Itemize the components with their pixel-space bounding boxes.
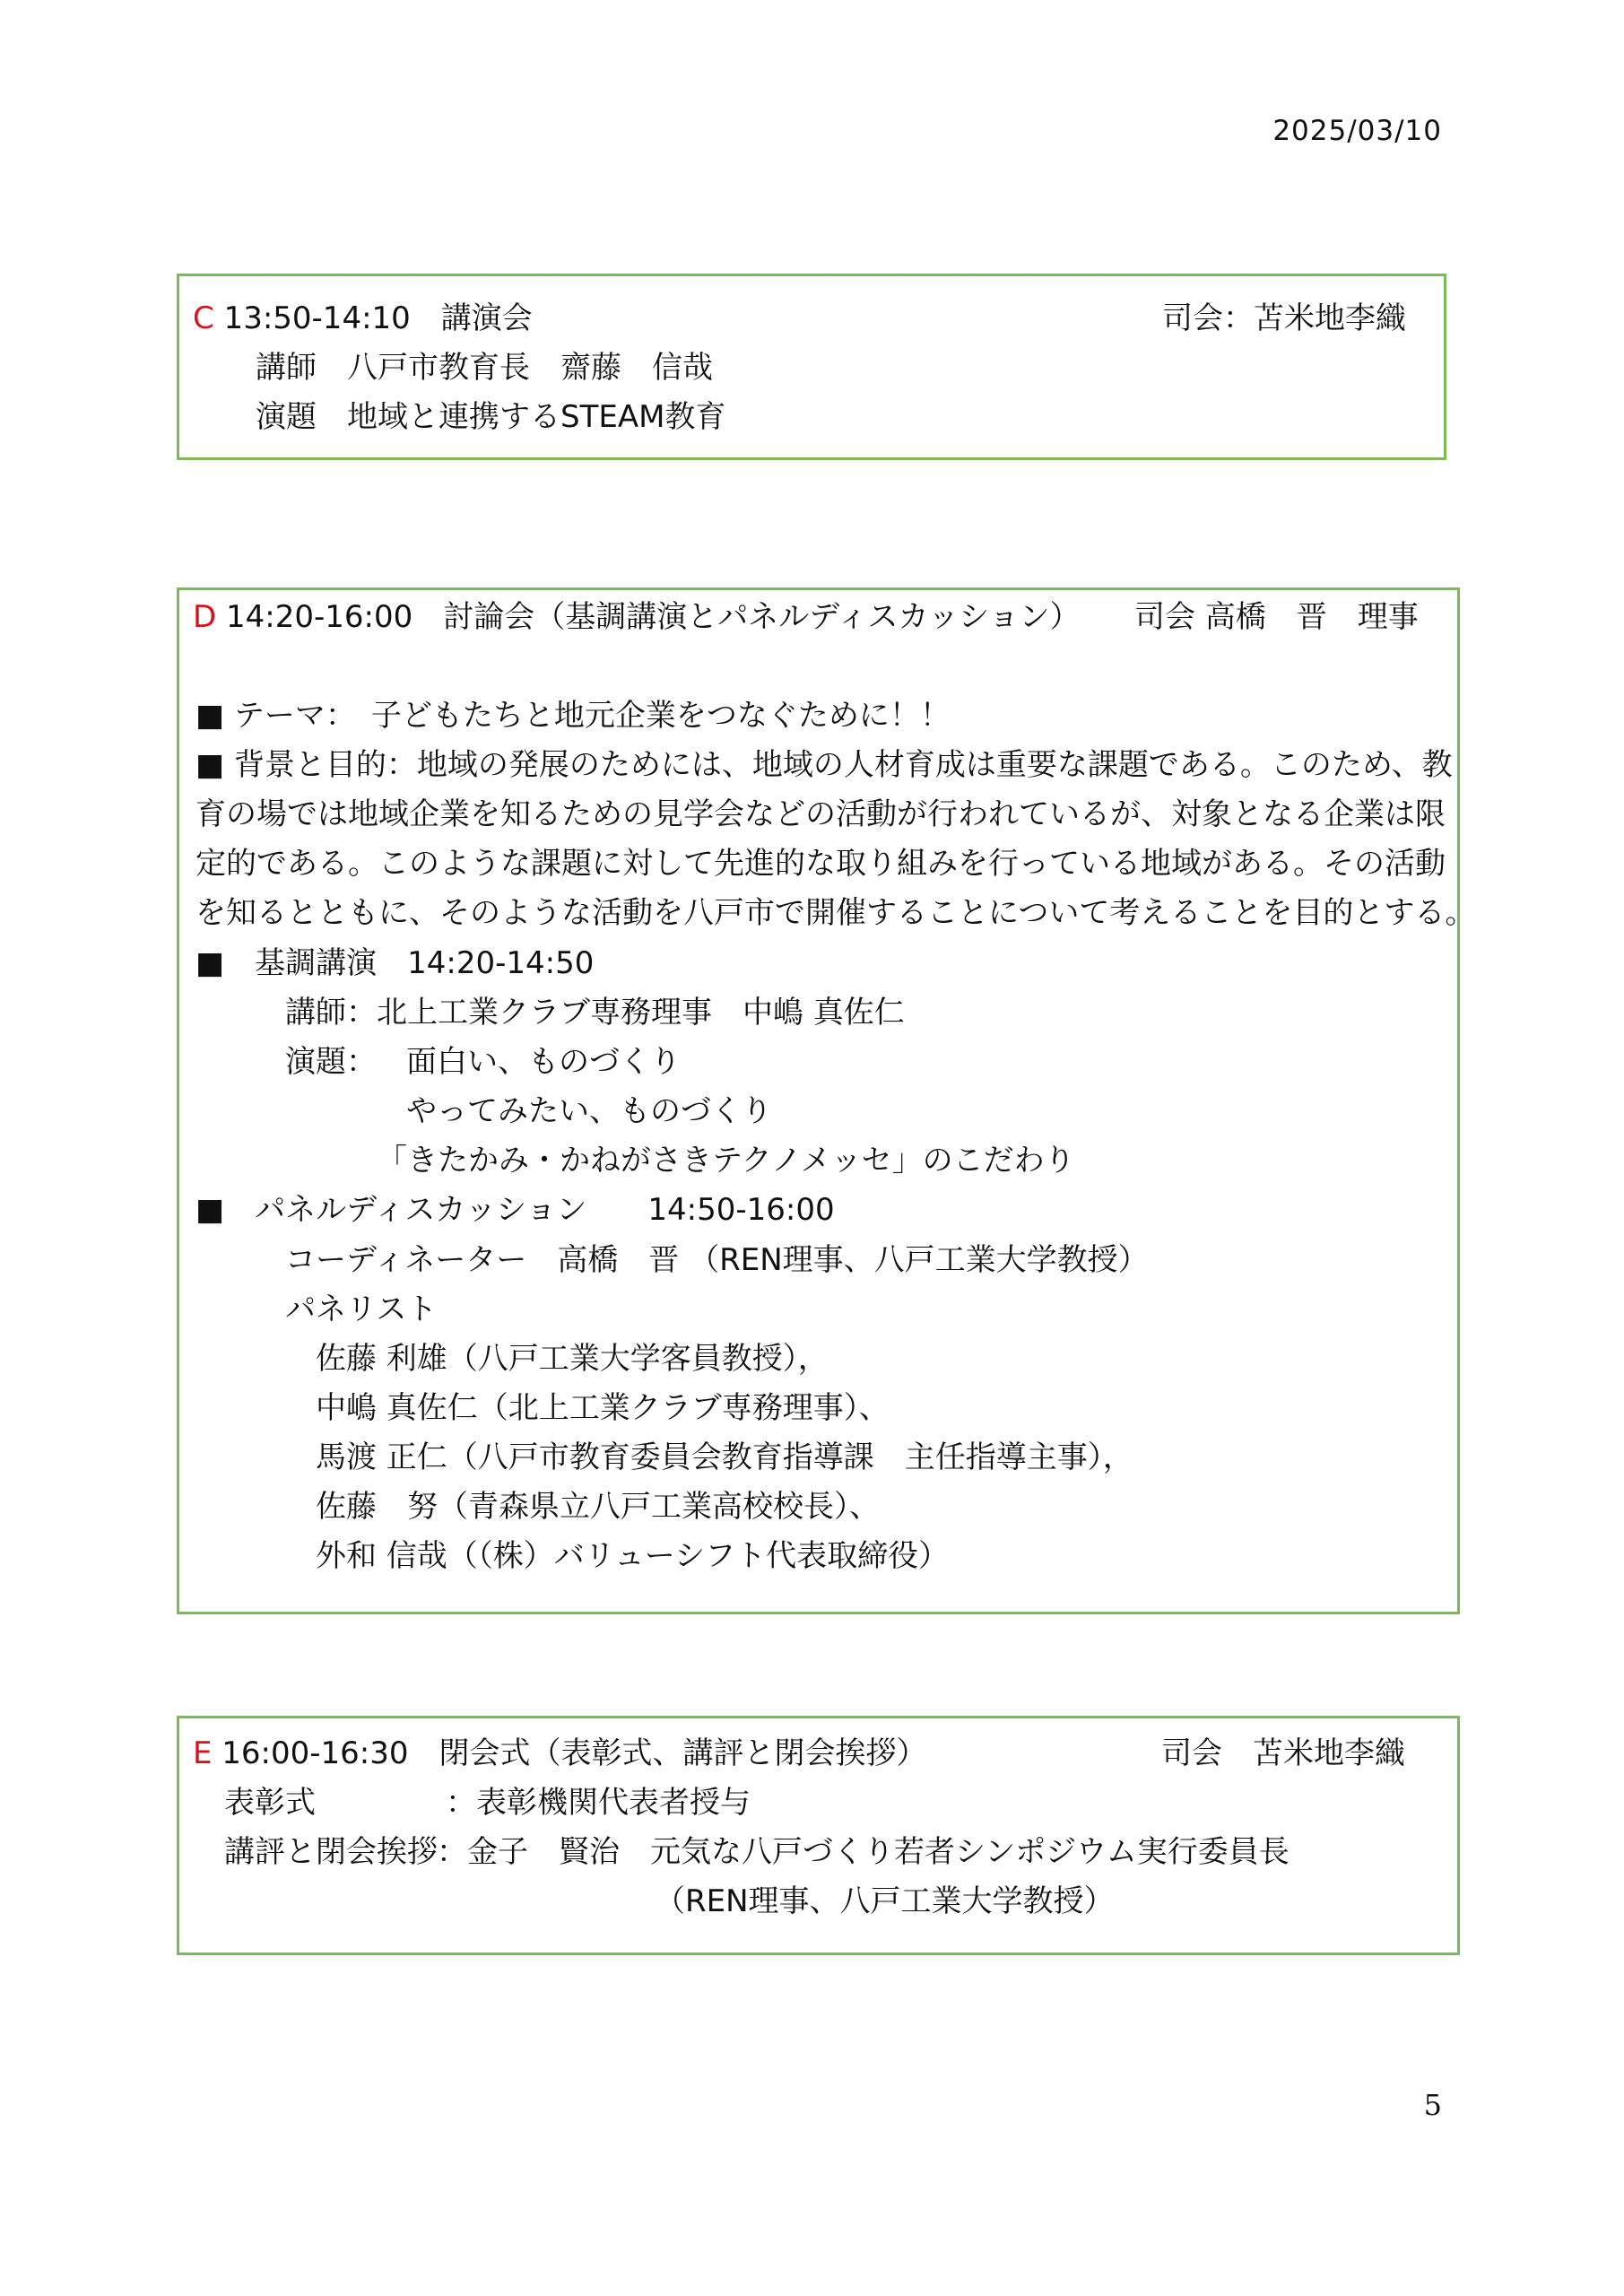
- closing-affiliation: （REN理事、八戸工業大学教授）: [655, 1883, 1115, 1919]
- section-e-letter: E: [193, 1735, 213, 1771]
- closing-label: 講評と閉会挨拶: [224, 1834, 438, 1870]
- section-d-letter: D: [193, 599, 217, 635]
- keynote-title-label: 演題：: [285, 1044, 377, 1080]
- award-label: 表彰式: [224, 1785, 316, 1821]
- section-d-background-line: 育の場では地域企業を知るための見学会などの活動が行われているが、対象となる企業は限: [195, 796, 1446, 832]
- panel-heading: ■ パネルディスカッション 14:50-16:00: [195, 1192, 835, 1228]
- section-c-time: 13:50-14:10 講演会: [213, 300, 533, 336]
- section-c-speaker: 講師 八戸市教育長 齋藤 信哉: [256, 350, 713, 386]
- section-c-letter: C: [193, 300, 214, 336]
- document-date: 2025/03/10: [1272, 115, 1442, 147]
- section-d-background-line: を知るとともに、そのような活動を八戸市で開催することについて考えることを目的とする。: [195, 895, 1476, 931]
- section-d-background-line: 定的である。このような課題に対して先進的な取り組みを行っている地域がある。その活動: [195, 846, 1446, 882]
- keynote-title-line: 「きたかみ・かねがさきテクノメッセ」のこだわり: [377, 1143, 1075, 1178]
- section-d-host: 司会 高橋 晋 理事: [1134, 599, 1419, 635]
- keynote-title-line: 面白い、ものづくり: [406, 1044, 681, 1080]
- section-e-host: 司会 苫米地李織: [1161, 1735, 1405, 1771]
- section-d-title: [193, 599, 1081, 635]
- keynote-title-line: やってみたい、ものづくり: [406, 1093, 772, 1129]
- panelists-label: パネリスト: [285, 1292, 438, 1327]
- keynote-speaker: 講師：北上工業クラブ専務理事 中嶋 真佐仁: [285, 995, 905, 1031]
- panelist-item: 佐藤 努（青森県立八戸工業高校校長）、: [316, 1489, 880, 1525]
- panelist-item: 佐藤 利雄（八戸工業大学客員教授），: [316, 1341, 829, 1377]
- section-e-title: [193, 1735, 927, 1771]
- panelist-item: 馬渡 正仁（八戸市教育委員会教育指導課 主任指導主事），: [316, 1439, 1133, 1475]
- panelist-item: 外和 信哉（（株）バリューシフト代表取締役）: [316, 1538, 950, 1574]
- section-c-host: 司会：苫米地李織: [1162, 300, 1406, 336]
- section-d-theme: ■ テーマ： 子どもたちと地元企業をつなぐために！！: [195, 698, 951, 734]
- section-e-time: 16:00-16:30 閉会式（表彰式、講評と閉会挨拶）: [212, 1735, 927, 1771]
- section-c-topic: 演題 地域と連携するSTEAM教育: [256, 399, 726, 435]
- section-d-time: 14:20-16:00 討論会（基調講演とパネルディスカッション）: [216, 599, 1081, 635]
- award-value: ：表彰機関代表者授与: [446, 1785, 751, 1821]
- page-number: 5: [1423, 2088, 1442, 2122]
- closing-value: ：金子 賢治 元気な八戸づくり若者シンポジウム実行委員長: [437, 1834, 1290, 1870]
- section-d-background-line: ■ 背景と目的：地域の発展のためには、地域の人材育成は重要な課題である。このため、教: [195, 747, 1453, 783]
- panel-coordinator: コーディネーター 高橋 晋 （REN理事、八戸工業大学教授）: [285, 1242, 1149, 1278]
- section-c-title: [193, 300, 533, 336]
- keynote-heading: ■ 基調講演 14:20-14:50: [195, 945, 595, 981]
- panelist-item: 中嶋 真佐仁（北上工業クラブ専務理事）、: [316, 1390, 890, 1426]
